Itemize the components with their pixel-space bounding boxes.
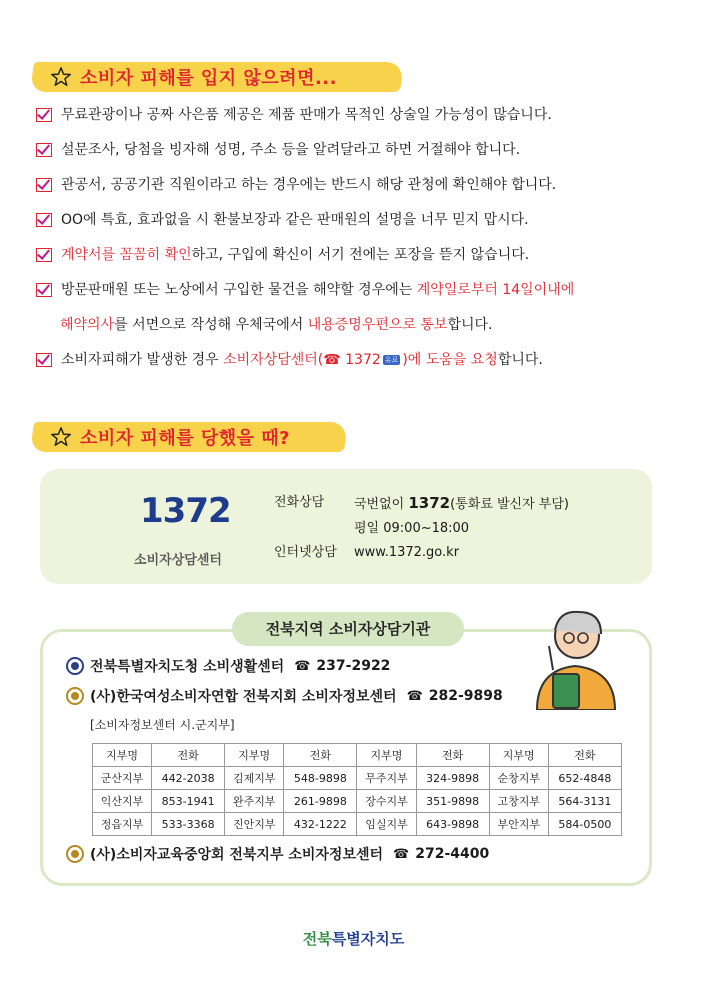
table-row [93,813,622,836]
checkbox-icon [36,143,52,157]
checklist-text-part: )에 도움을 요청 [402,352,498,368]
checklist-text-part: 계약일로부터 14일이내에 [416,282,575,298]
checklist-text-part: 해약의사 [60,317,115,333]
web-label: 인터넷상담 [274,545,337,560]
table-cell: 진안지부 [225,813,284,836]
agency2-phone: 282-9898 [428,688,503,704]
star-icon [50,426,72,448]
table-header: 전화 [416,744,489,767]
table-cell: 853-1941 [152,790,225,813]
agency1-name: 전북특별자치도청 소비생활센터 [90,659,285,675]
checkbox-icon [36,248,52,262]
checkbox-icon [36,213,52,227]
table-cell: 익산지부 [93,790,152,813]
branch-table [92,743,622,836]
table-cell: 643-9898 [416,813,489,836]
footer-accent: 전북 [302,930,332,948]
agency2-name: (사)한국여성소비자연합 전북지회 소비자정보센터 [90,689,397,705]
section2-header [32,418,290,456]
checklist-text-part: 설문조사, 당첨을 빙자해 성명, 주소 등을 알려달라고 하면 거절해야 합니다. [61,142,521,158]
table-cell: 정읍지부 [93,813,152,836]
table-cell: 548-9898 [284,767,357,790]
table-cell: 부안지부 [489,813,548,836]
section1-header [32,58,337,96]
phone-icon: ☎ [294,658,311,674]
checklist-item [36,273,676,308]
checklist-text [61,273,574,308]
checklist-text-part: 를 서면으로 작성해 우체국에서 [114,317,308,333]
checklist-text [61,203,529,238]
checklist-item [36,98,676,133]
elderly-man-illustration [523,600,627,710]
phone-icon: ☎ [406,688,423,704]
phone-label: 전화상담 [274,495,325,510]
table-cell: 완주지부 [225,790,284,813]
education-emblem-icon [66,845,84,863]
checklist-text [61,98,552,133]
checklist-text [61,168,556,203]
table-cell: 261-9898 [284,790,357,813]
table-cell: 564-3131 [548,790,621,813]
province-seal-icon [66,657,84,675]
agency3-phone: 272-4400 [415,846,490,862]
table-cell: 351-9898 [416,790,489,813]
consumer-center-info [40,469,652,584]
logo-number: 1372 [140,491,231,531]
table-cell: 무주지부 [357,767,416,790]
checkbox-icon [36,108,52,122]
section2-title: 소비자 피해를 당했을 때? [80,428,291,449]
checklist-item [36,133,676,168]
hours: 평일 09:00~18:00 [354,521,470,536]
phone-prefix: 국번없이 [354,497,409,512]
table-row [93,767,622,790]
checklist-item [36,343,676,378]
table-cell: 533-3368 [152,813,225,836]
fee-badge: 유료 [384,356,399,364]
table-row [93,790,622,813]
checklist-text-part: 합니다. [497,352,543,368]
table-cell: 584-0500 [548,813,621,836]
consumer-center-logo [118,487,238,567]
checklist-text-part: 계약서를 꼼꼼히 확인 [61,247,192,263]
checklist-text-part: 소비자피해가 발생한 경우 [61,352,224,368]
checklist-item [36,238,676,273]
checklist-item [36,308,676,343]
table-cell: 324-9898 [416,767,489,790]
checkbox-icon [36,283,52,297]
section1-title: 소비자 피해를 입지 않으려면... [80,68,337,89]
table-header: 전화 [284,744,357,767]
phone-icon: ☎ [393,846,410,862]
agency3-name: (사)소비자교육중앙회 전북지부 소비자정보센터 [90,847,384,863]
checklist-item [36,168,676,203]
phone-note: (통화료 발신자 부담) [450,497,569,512]
checklist-text [60,308,492,343]
checklist-text-part: 관공서, 공공기관 직원이라고 하는 경우에는 반드시 해당 관청에 확인해야 합니다. [61,177,557,193]
table-header: 지부명 [357,744,416,767]
agencies-title: 전북지역 소비자상담기관 [232,612,464,646]
agency1-phone: 237-2922 [316,658,391,674]
checklist-text-part: OO에 특효, 효과없을 시 환불보장과 같은 판매원의 설명을 너무 믿지 맙시다. [61,212,529,228]
table-header: 전화 [548,744,621,767]
checklist-text [61,343,543,378]
checkbox-icon [36,353,52,367]
agency-row-3 [66,844,489,864]
table-cell: 김제지부 [225,767,284,790]
table-cell: 군산지부 [93,767,152,790]
checklist-text-part: 소비자상담센터(☎ 1372 [223,352,381,368]
tips-checklist [36,98,676,378]
checklist-text-part: 방문판매원 또는 노상에서 구입한 물건을 해약할 경우에는 [61,282,417,298]
table-header: 지부명 [225,744,284,767]
table-cell: 장수지부 [357,790,416,813]
star-icon [50,66,72,88]
checklist-text-part: 무료관광이나 공짜 사은품 제공은 제품 판매가 목적인 상술일 가능성이 많습니다. [61,107,552,123]
table-cell: 432-1222 [284,813,357,836]
footer-logo [0,928,707,949]
table-cell: 고창지부 [489,790,548,813]
web-url[interactable]: www.1372.go.kr [354,545,460,560]
checkbox-icon [36,178,52,192]
table-header: 전화 [152,744,225,767]
branch-note: [소비자정보센터 시.군지부] [90,718,235,732]
checklist-text [61,133,520,168]
logo-caption: 소비자상담센터 [134,553,222,568]
agency-row-1 [66,656,390,676]
checklist-text-part: 내용증명우편으로 통보 [307,317,448,333]
footer-rest: 특별자치도 [331,930,405,948]
checklist-text-part: 합니다. [447,317,493,333]
table-cell: 442-2038 [152,767,225,790]
checklist-text-part: 하고, 구입에 확신이 서기 전에는 포장을 뜯지 않습니다. [191,247,530,263]
table-cell: 임실지부 [357,813,416,836]
association-emblem-icon [66,687,84,705]
table-header: 지부명 [93,744,152,767]
agency-row-2 [66,686,503,706]
table-cell: 652-4848 [548,767,621,790]
phone-number: 1372 [408,494,451,512]
table-header: 지부명 [489,744,548,767]
checklist-text [61,238,529,273]
checklist-item [36,203,676,238]
table-cell: 순창지부 [489,767,548,790]
